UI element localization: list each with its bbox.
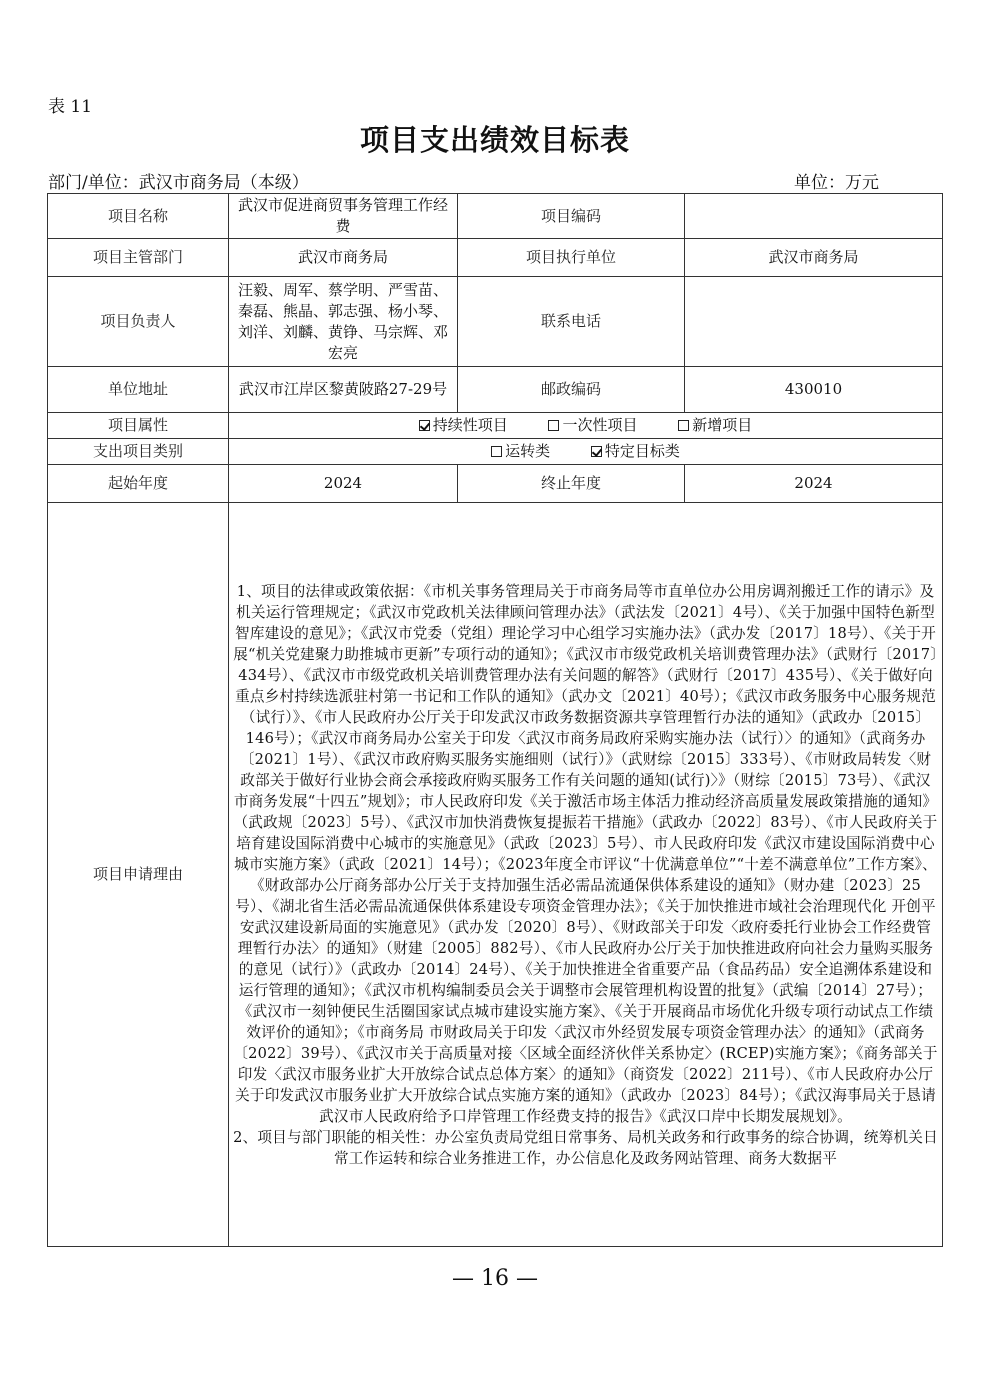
attr-option-continuous[interactable] bbox=[419, 416, 508, 434]
attr-option-label: 持续性项目 bbox=[432, 416, 508, 434]
table-row bbox=[48, 439, 943, 465]
leader-value: 汪毅、周军、蔡学明、严雪苗、秦磊、熊晶、郭志强、杨小琴、刘洋、刘麟、黄铮、马宗辉、邓宏亮 bbox=[229, 277, 458, 367]
start-year-value: 2024 bbox=[229, 465, 458, 503]
attr-option-one-time[interactable] bbox=[548, 416, 637, 434]
category-option-operating[interactable] bbox=[491, 442, 550, 460]
leader-label: 项目负责人 bbox=[48, 277, 229, 367]
table-row bbox=[48, 277, 943, 367]
dept-in-charge-label: 项目主管部门 bbox=[48, 239, 229, 277]
project-attribute-options bbox=[229, 413, 943, 439]
page-number: — 16 — bbox=[452, 1266, 538, 1291]
category-option-label: 运转类 bbox=[505, 442, 551, 460]
project-code-value bbox=[685, 194, 943, 239]
project-code-label: 项目编码 bbox=[458, 194, 685, 239]
application-reason-label: 项目申请理由 bbox=[48, 503, 229, 1247]
checkbox-icon bbox=[548, 420, 559, 431]
table-number: 表 11 bbox=[48, 97, 93, 117]
start-year-label: 起始年度 bbox=[48, 465, 229, 503]
phone-label: 联系电话 bbox=[458, 277, 685, 367]
unit-label: 单位：万元 bbox=[794, 173, 879, 193]
reason-paragraph-1: 1、项目的法律或政策依据：《市机关事务管理局关于市商务局等市直单位办公用房调剂搬迁工作的请示》及机关运行管理规定；《武汉市党政机关法律顾问管理办法》（武法发〔2021〕4号）、《关于加强中国特色新型智库建设的意见》；《武汉市党委（党组）理论学习中心组学习实施办法》（武办发〔2017〕18号）、《关于开展“机关党建聚力助推城市更新”专项行动的通知》；《武汉市市级党政机关培训费管理办法》（武财行〔2017〕434号）、《武汉市市级党政机关培训费管理办法有关问题的解答》（武财行〔2017〕435号）、《关于做好向重点乡村持续选派驻村第一书记和工作队的通知》（武办文〔2021〕40号）；《武汉市政务服务中心服务规范（试行）》、《市人民政府办公厅关于印发武汉市政务数据资源共享管理暂行办法的通知》（武政办〔2015〕146号）；《武汉市商务局办公室关于印发〈武汉市商务局政府采购实施办法（试行）〉的通知》（武商务办〔2021〕1号）、《武汉市政府购买服务实施细则（试行）》（武财综〔2015〕333号）、《市财政局转发〈财政部关于做好行业协会商会承接政府购买服务工作有关问题的通知(试行)〉》（财综〔2015〕73号）、《武汉市商务发展“十四五”规划》；市人民政府印发《关于激活市场主体活力推动经济高质量发展政策措施的通知》（武政规〔2023〕5号）、《武汉市加快消费恢复提振若干措施》（武政办〔2022〕83号）、《市人民政府关于培育建设国际消费中心城市的实施意见》（武政〔2023〕5号）、市人民政府印发《武汉市建设国际消费中心城市实施方案》（武政〔2021〕14号）；《2023年度全市评议“十优满意单位”“十差不满意单位”工作方案》、《财政部办公厅商务部办公厅关于支持加强生活必需品流通保供体系建设的通知》（财办建〔2023〕25号）、《湖北省生活必需品流通保供体系建设专项资金管理办法》；《关于加快推进市域社会治理现代化 开创平安武汉建设新局面的实施意见》（武办发〔2020〕8号）、《财政部关于印发〈政府委托行业协会工作经费管理暂行办法〉的通知》（财建〔2005〕882号）、《市人民政府办公厅关于加快推进政府向社会力量购买服务的意见（试行）》（武政办〔2014〕24号）、《关于加快推进全省重要产品（食品药品）安全追溯体系建设和运行管理的通知》；《武汉市机构编制委员会关于调整市会展管理机构设置的批复》（武编〔2014〕27号）；《武汉市一刻钟便民生活圈国家试点城市建设实施方案》、《关于开展商品市场优化升级专项行动试点工作绩效评价的通知》；《市商务局 市财政局关于印发〈武汉市外经贸发展专项资金管理办法〉的通知》（武商务〔2022〕39号）、《武汉市关于高质量对接〈区域全面经济伙伴关系协定〉(RCEP)实施方案》；《商务部关于印发〈武汉市服务业扩大开放综合试点总体方案〉的通知》（商资发〔2022〕211号）、《市人民政府办公厅关于印发武汉市服务业扩大开放综合试点实施方案的通知》（武政办〔2023〕84号）；《武汉海事局关于恳请武汉市人民政府给予口岸管理工作经费支持的报告》《武汉口岸中长期发展规划》。 bbox=[233, 582, 938, 1125]
dept-in-charge-value: 武汉市商务局 bbox=[229, 239, 458, 277]
address-label: 单位地址 bbox=[48, 367, 229, 413]
postcode-value: 430010 bbox=[685, 367, 943, 413]
address-value: 武汉市江岸区黎黄陂路27-29号 bbox=[229, 367, 458, 413]
table-row bbox=[48, 465, 943, 503]
reason-paragraph-2: 2、项目与部门职能的相关性：办公室负责局党组日常事务、局机关政务和行政事务的综合协调，统筹机关日常工作运转和综合业务推进工作，办公信息化及政务网站管理、商务大数据平 bbox=[233, 1128, 938, 1167]
application-reason-text bbox=[229, 503, 943, 1247]
exec-unit-value: 武汉市商务局 bbox=[685, 239, 943, 277]
phone-value bbox=[685, 277, 943, 367]
end-year-label: 终止年度 bbox=[458, 465, 685, 503]
project-attribute-label: 项目属性 bbox=[48, 413, 229, 439]
table-row bbox=[48, 367, 943, 413]
table-row bbox=[48, 413, 943, 439]
attr-option-label: 一次性项目 bbox=[562, 416, 638, 434]
category-option-specific-target[interactable] bbox=[591, 442, 680, 460]
category-option-label: 特定目标类 bbox=[604, 442, 680, 460]
postcode-label: 邮政编码 bbox=[458, 367, 685, 413]
checkbox-checked-icon bbox=[591, 446, 602, 457]
expense-category-label: 支出项目类别 bbox=[48, 439, 229, 465]
checkbox-checked-icon bbox=[419, 420, 430, 431]
expense-category-options bbox=[229, 439, 943, 465]
project-name-label: 项目名称 bbox=[48, 194, 229, 239]
page-title: 项目支出绩效目标表 bbox=[359, 123, 630, 157]
attr-option-label: 新增项目 bbox=[692, 416, 753, 434]
attr-option-new[interactable] bbox=[678, 416, 752, 434]
project-name-value: 武汉市促进商贸事务管理工作经费 bbox=[229, 194, 458, 239]
end-year-value: 2024 bbox=[685, 465, 943, 503]
exec-unit-label: 项目执行单位 bbox=[458, 239, 685, 277]
table-row bbox=[48, 194, 943, 239]
table-row bbox=[48, 239, 943, 277]
checkbox-icon bbox=[678, 420, 689, 431]
department-label: 部门/单位：武汉市商务局（本级） bbox=[48, 173, 309, 193]
checkbox-icon bbox=[491, 446, 502, 457]
table-row bbox=[48, 503, 943, 1247]
performance-goal-table bbox=[47, 193, 943, 1247]
